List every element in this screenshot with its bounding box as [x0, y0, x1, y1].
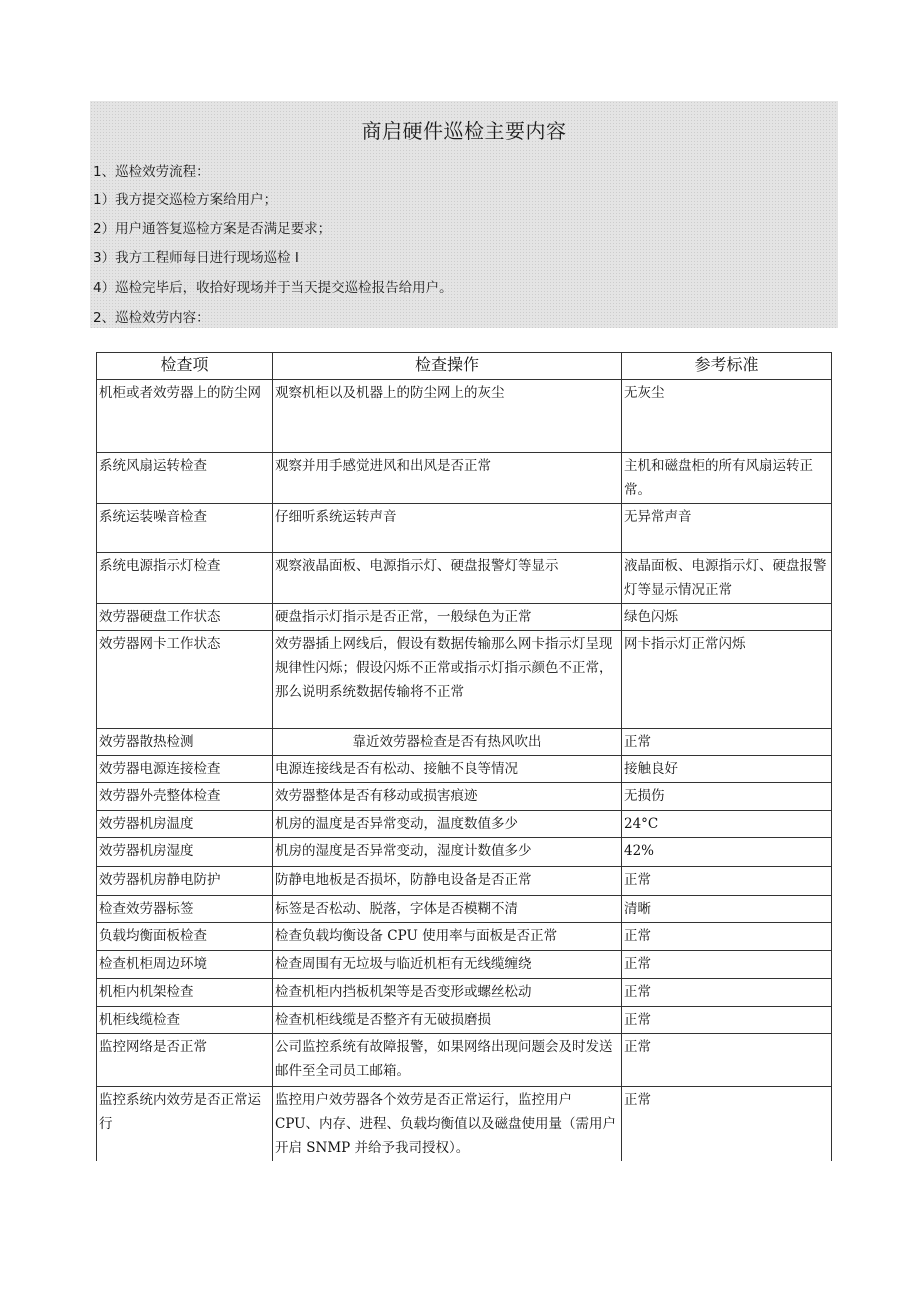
- header-block: [90, 101, 838, 328]
- operation-cell: 检查负载均衡设备 CPU 使用率与面板是否正常: [273, 923, 622, 951]
- item-cell: 效劳器电源连接检查: [97, 756, 273, 783]
- item-cell: 系统电源指示灯检查: [97, 553, 273, 604]
- intro-line: 1、巡检效劳流程：: [93, 164, 210, 180]
- item-cell: 负载均衡面板检查: [97, 923, 273, 951]
- standard-cell: 42%: [622, 838, 832, 867]
- item-cell: 机柜线缆检查: [97, 1007, 273, 1034]
- standard-cell: 正常: [622, 729, 832, 756]
- standard-cell: 正常: [622, 1007, 832, 1034]
- table-row: [97, 1007, 832, 1034]
- table-row: [97, 631, 832, 729]
- column-header-operation: 检查操作: [273, 353, 622, 380]
- intro-line: 2、巡检效劳内容：: [93, 310, 210, 326]
- operation-cell: 公司监控系统有故障报警，如果网络出现问题会及时发送邮件至全司员工邮箱。: [273, 1034, 622, 1087]
- operation-cell: 机房的湿度是否异常变动，湿度计数值多少: [273, 838, 622, 867]
- item-cell: 监控网络是否正常: [97, 1034, 273, 1087]
- item-cell: 效劳器机房温度: [97, 811, 273, 838]
- table-row: [97, 951, 832, 979]
- item-cell: 系统运装噪音检查: [97, 504, 273, 553]
- operation-cell: 防静电地板是否损坏，防静电设备是否正常: [273, 867, 622, 896]
- standard-cell: 无异常声音: [622, 504, 832, 553]
- table-header-row: [97, 353, 832, 380]
- inspection-table: [96, 352, 832, 1161]
- item-cell: 监控系统内效劳是否正常运行: [97, 1087, 273, 1162]
- table-row: [97, 867, 832, 896]
- item-cell: 效劳器机房湿度: [97, 838, 273, 867]
- item-cell: 检查机柜周边环境: [97, 951, 273, 979]
- item-cell: 系统风扇运转检查: [97, 453, 273, 504]
- item-cell: 效劳器外壳整体检查: [97, 783, 273, 811]
- table-row: [97, 729, 832, 756]
- table-row: [97, 604, 832, 631]
- standard-cell: 正常: [622, 1034, 832, 1087]
- table-row: [97, 1087, 832, 1162]
- operation-cell: 观察机柜以及机器上的防尘网上的灰尘: [273, 380, 622, 453]
- table-row: [97, 504, 832, 553]
- standard-cell: 主机和磁盘柜的所有风扇运转正常。: [622, 453, 832, 504]
- operation-cell: 电源连接线是否有松动、接触不良等情况: [273, 756, 622, 783]
- item-cell: 检查效劳器标签: [97, 896, 273, 923]
- standard-cell: 正常: [622, 951, 832, 979]
- table-row: [97, 979, 832, 1007]
- standard-cell: 正常: [622, 979, 832, 1007]
- table-row: [97, 838, 832, 867]
- standard-cell: 接触良好: [622, 756, 832, 783]
- operation-cell: 硬盘指示灯指示是否正常，一般绿色为正常: [273, 604, 622, 631]
- document-title: 商启硬件巡检主要内容: [361, 119, 567, 143]
- intro-line: 1）我方提交巡检方案给用户；: [93, 192, 278, 208]
- standard-cell: 绿色闪烁: [622, 604, 832, 631]
- standard-cell: 24°C: [622, 811, 832, 838]
- item-cell: 效劳器散热检测: [97, 729, 273, 756]
- standard-cell: 清晰: [622, 896, 832, 923]
- table-row: [97, 923, 832, 951]
- standard-cell: 网卡指示灯正常闪烁: [622, 631, 832, 729]
- item-cell: 效劳器机房静电防护: [97, 867, 273, 896]
- operation-cell: 效劳器插上网线后，假设有数据传输那么网卡指示灯呈现规律性闪烁；假设闪烁不正常或指示灯指示颜色不正常，那么说明系统数据传输将不正常: [273, 631, 622, 729]
- item-cell: 机柜或者效劳器上的防尘网: [97, 380, 273, 453]
- operation-cell: 观察并用手感觉进风和出风是否正常: [273, 453, 622, 504]
- operation-cell: 检查机柜线缆是否整齐有无破损磨损: [273, 1007, 622, 1034]
- standard-cell: 正常: [622, 923, 832, 951]
- table-row: [97, 896, 832, 923]
- table-row: [97, 756, 832, 783]
- column-header-standard: 参考标准: [622, 353, 832, 380]
- column-header-item: 检查项: [97, 353, 273, 380]
- table-row: [97, 453, 832, 504]
- operation-cell: 检查周围有无垃圾与临近机柜有无线缆缠绕: [273, 951, 622, 979]
- operation-cell: 机房的温度是否异常变动，温度数值多少: [273, 811, 622, 838]
- operation-cell: 标签是否松动、脱落，字体是否模糊不清: [273, 896, 622, 923]
- table-row: [97, 1034, 832, 1087]
- standard-cell: 正常: [622, 867, 832, 896]
- table-row: [97, 553, 832, 604]
- intro-line: 4）巡检完毕后，收拾好现场并于当天提交巡检报告给用户。: [93, 280, 453, 296]
- table-row: [97, 811, 832, 838]
- intro-line: 2）用户通答复巡检方案是否满足要求；: [93, 221, 332, 237]
- operation-cell: 观察液晶面板、电源指示灯、硬盘报警灯等显示: [273, 553, 622, 604]
- intro-line: 3）我方工程师每日进行现场巡检 I: [93, 250, 299, 266]
- operation-cell: 靠近效劳器检查是否有热风吹出: [273, 729, 622, 756]
- operation-cell: 仔细听系统运转声音: [273, 504, 622, 553]
- standard-cell: 无灰尘: [622, 380, 832, 453]
- operation-cell: 监控用户效劳器各个效劳是否正常运行，监控用户 CPU、内存、进程、负载均衡值以及磁盘使用量（需用户开启 SNMP 并给予我司授权）。: [273, 1087, 622, 1162]
- item-cell: 效劳器网卡工作状态: [97, 631, 273, 729]
- standard-cell: 液晶面板、电源指示灯、硬盘报警灯等显示情况正常: [622, 553, 832, 604]
- operation-cell: 效劳器整体是否有移动或损害痕迹: [273, 783, 622, 811]
- standard-cell: 正常: [622, 1087, 832, 1162]
- table-row: [97, 783, 832, 811]
- item-cell: 效劳器硬盘工作状态: [97, 604, 273, 631]
- table-row: [97, 380, 832, 453]
- operation-cell: 检查机柜内挡板机架等是否变形或螺丝松动: [273, 979, 622, 1007]
- item-cell: 机柜内机架检查: [97, 979, 273, 1007]
- standard-cell: 无损伤: [622, 783, 832, 811]
